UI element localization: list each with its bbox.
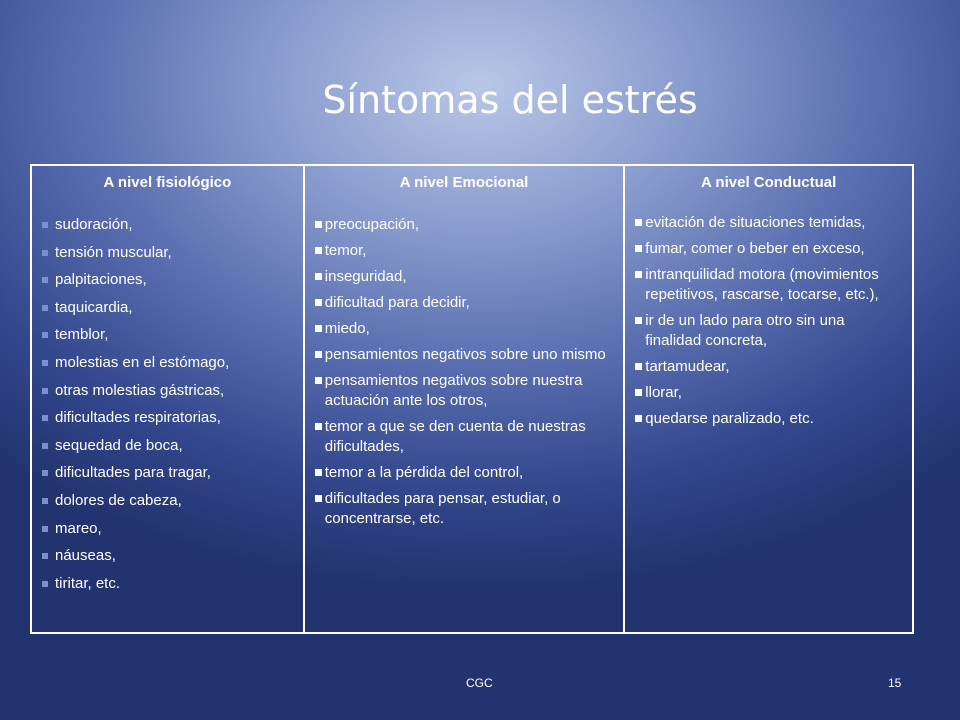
list-item: sequedad de boca, bbox=[42, 436, 293, 456]
list-item: tiritar, etc. bbox=[42, 574, 293, 594]
list-item: temor a la pérdida del control, bbox=[315, 463, 614, 483]
list-item: miedo, bbox=[315, 319, 614, 339]
list-item: intranquilidad motora (movimientos repetitivos, rascarse, tocarse, etc.), bbox=[635, 265, 902, 305]
bullet-icon bbox=[315, 221, 322, 228]
bullet-icon bbox=[42, 222, 48, 228]
symptom-list bbox=[315, 215, 614, 529]
list-item: pensamientos negativos sobre nuestra actuación ante los otros, bbox=[315, 371, 614, 411]
list-item: dificultades para pensar, estudiar, o concentrarse, etc. bbox=[315, 489, 614, 529]
bullet-icon bbox=[42, 250, 48, 256]
list-item: llorar, bbox=[635, 383, 902, 403]
list-item: taquicardia, bbox=[42, 298, 293, 318]
bullet-icon bbox=[42, 415, 48, 421]
bullet-icon bbox=[315, 299, 322, 306]
bullet-icon bbox=[635, 271, 642, 278]
list-item: inseguridad, bbox=[315, 267, 614, 287]
list-item: quedarse paralizado, etc. bbox=[635, 409, 902, 429]
bullet-icon bbox=[635, 389, 642, 396]
bullet-icon bbox=[635, 245, 642, 252]
bullet-icon bbox=[315, 351, 322, 358]
bullet-icon bbox=[42, 332, 48, 338]
column-fisiologico bbox=[32, 166, 303, 632]
bullet-icon bbox=[315, 495, 322, 502]
bullet-icon bbox=[42, 360, 48, 366]
bullet-icon bbox=[42, 443, 48, 449]
list-item: molestias en el estómago, bbox=[42, 353, 293, 373]
list-item: fumar, comer o beber en exceso, bbox=[635, 239, 902, 259]
bullet-icon bbox=[42, 498, 48, 504]
symptom-list bbox=[42, 215, 293, 594]
bullet-icon bbox=[635, 317, 642, 324]
bullet-icon bbox=[42, 470, 48, 476]
list-item: temblor, bbox=[42, 325, 293, 345]
bullet-icon bbox=[42, 526, 48, 532]
list-item: mareo, bbox=[42, 519, 293, 539]
bullet-icon bbox=[42, 277, 48, 283]
column-header: A nivel Conductual bbox=[700, 174, 837, 191]
symptoms-table bbox=[30, 164, 914, 634]
list-item: temor, bbox=[315, 241, 614, 261]
page-number: 15 bbox=[888, 676, 902, 690]
list-item: tartamudear, bbox=[635, 357, 902, 377]
column-header: A nivel Emocional bbox=[399, 174, 529, 191]
bullet-icon bbox=[315, 273, 322, 280]
list-item: palpitaciones, bbox=[42, 270, 293, 290]
list-item: otras molestias gástricas, bbox=[42, 381, 293, 401]
list-item: sudoración, bbox=[42, 215, 293, 235]
list-item: tensión muscular, bbox=[42, 243, 293, 263]
symptom-list bbox=[635, 213, 902, 429]
bullet-icon bbox=[315, 469, 322, 476]
bullet-icon bbox=[315, 325, 322, 332]
column-header: A nivel fisiológico bbox=[103, 174, 232, 191]
list-item: evitación de situaciones temidas, bbox=[635, 213, 902, 233]
bullet-icon bbox=[42, 581, 48, 587]
list-item: ir de un lado para otro sin una finalidad concreta, bbox=[635, 311, 902, 351]
slide-title: Síntomas del estrés bbox=[322, 78, 698, 122]
list-item: dificultades para tragar, bbox=[42, 463, 293, 483]
bullet-icon bbox=[315, 423, 322, 430]
list-item: temor a que se den cuenta de nuestras dificultades, bbox=[315, 417, 614, 457]
bullet-icon bbox=[635, 415, 642, 422]
bullet-icon bbox=[42, 388, 48, 394]
bullet-icon bbox=[315, 247, 322, 254]
bullet-icon bbox=[42, 553, 48, 559]
list-item: dificultades respiratorias, bbox=[42, 408, 293, 428]
list-item: pensamientos negativos sobre uno mismo bbox=[315, 345, 614, 365]
bullet-icon bbox=[635, 363, 642, 370]
bullet-icon bbox=[315, 377, 322, 384]
bullet-icon bbox=[42, 305, 48, 311]
list-item: dificultad para decidir, bbox=[315, 293, 614, 313]
column-conductual bbox=[623, 166, 912, 632]
list-item: náuseas, bbox=[42, 546, 293, 566]
list-item: preocupación, bbox=[315, 215, 614, 235]
bullet-icon bbox=[635, 219, 642, 226]
column-emocional bbox=[303, 166, 624, 632]
footer-text: CGC bbox=[466, 676, 493, 690]
list-item: dolores de cabeza, bbox=[42, 491, 293, 511]
